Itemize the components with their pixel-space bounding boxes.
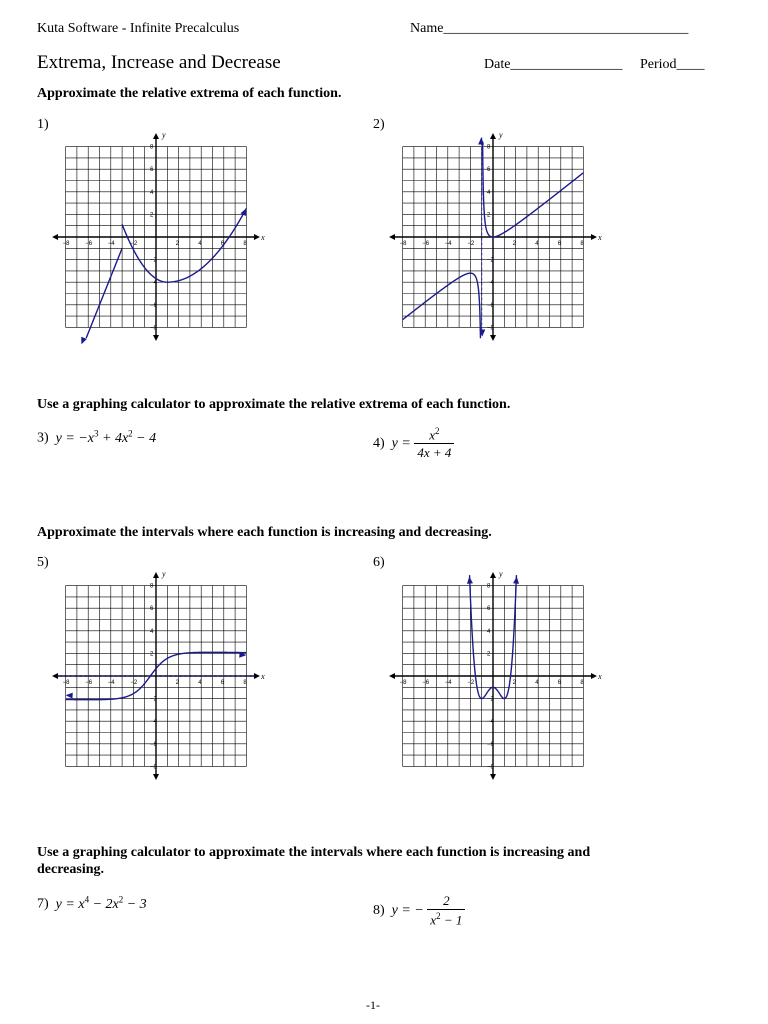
instruction-4: Use a graphing calculator to approximate the intervals where each function is increasing and [37, 845, 591, 860]
x-tick-label: −8 [62, 241, 70, 247]
x-tick-label: −4 [444, 241, 452, 247]
y-tick-label: 8 [487, 144, 491, 151]
y-axis-label: y [499, 130, 503, 140]
x-tick-label: −6 [422, 241, 430, 247]
x-axis-label: x [598, 672, 602, 681]
problem-8-number: 8) [373, 902, 385, 918]
x-tick-label: 6 [220, 680, 225, 686]
y-tick-label: −8 [150, 325, 157, 332]
y-tick-label: 4 [150, 628, 154, 635]
y-tick-label: 2 [487, 651, 491, 658]
problem-7-number: 7) [37, 896, 49, 912]
x-axis-label: x [261, 233, 265, 242]
period-field[interactable]: Period____ [640, 57, 705, 72]
x-tick-label: 2 [512, 680, 516, 686]
y-tick-label: −8 [150, 764, 157, 771]
y-tick-label: 2 [150, 212, 154, 219]
x-tick-label: −2 [130, 241, 138, 247]
y-axis-arrow-up [153, 572, 159, 578]
problem-3 [37, 428, 156, 447]
y-tick-label: 4 [487, 189, 491, 196]
y-tick-label: −4 [487, 719, 494, 726]
x-axis-label: x [598, 233, 602, 242]
y-axis-arrow-up [153, 133, 159, 139]
problem-4-number: 4) [373, 435, 385, 451]
graph-problem-2 [389, 127, 609, 347]
y-axis-label: y [162, 130, 166, 140]
problem-5-number: 5) [37, 555, 49, 570]
curve-right-branch [483, 141, 584, 237]
x-tick-label: −6 [85, 241, 93, 247]
y-tick-label: −4 [150, 719, 157, 726]
y-tick-label: −6 [487, 741, 494, 748]
name-field[interactable]: Name___________________________________ [410, 21, 689, 36]
date-field[interactable]: Date________________ [484, 57, 623, 72]
x-axis-arrow-left [52, 234, 58, 240]
x-tick-label: −2 [130, 680, 138, 686]
x-tick-label: −2 [467, 241, 475, 247]
x-axis-arrow-right [254, 234, 260, 240]
y-axis-arrow-down [153, 774, 159, 780]
y-axis-label: y [162, 569, 166, 579]
problem-3-number: 3) [37, 430, 49, 446]
x-axis-arrow-right [254, 673, 260, 679]
y-tick-label: 6 [487, 167, 491, 174]
problem-2-number: 2) [373, 117, 385, 132]
y-axis-arrow-down [153, 335, 159, 341]
y-tick-label: 6 [150, 606, 154, 613]
y-tick-label: 4 [487, 628, 491, 635]
instruction-4-cont: decreasing. [37, 862, 105, 877]
x-axis-arrow-left [389, 234, 395, 240]
instruction-2: Use a graphing calculator to approximate the relative extrema of each function. [37, 397, 511, 412]
problem-3-equation: $y = -x^3 + 4x^2 - 4$ [55, 428, 157, 446]
problem-4-fraction: $\frac{x^2}{4x + 4}$ [414, 426, 454, 461]
graph-problem-1 [52, 127, 272, 347]
x-tick-label: −8 [399, 241, 407, 247]
page-number: -1- [366, 998, 380, 1012]
y-axis-arrow-up [490, 572, 496, 578]
x-tick-label: 6 [220, 241, 225, 247]
x-tick-label: 4 [198, 680, 202, 686]
x-tick-label: 8 [580, 680, 584, 686]
x-tick-label: −8 [399, 680, 407, 686]
y-tick-label: 4 [150, 189, 154, 196]
x-tick-label: 4 [535, 241, 539, 247]
graph-problem-5 [52, 566, 272, 786]
y-tick-label: −6 [150, 302, 157, 309]
y-tick-label: 6 [487, 606, 491, 613]
x-axis-arrow-left [389, 673, 395, 679]
y-tick-label: −8 [487, 764, 494, 771]
x-tick-label: 8 [580, 241, 584, 247]
graph-problem-6 [389, 566, 609, 786]
publisher: Kuta Software - Infinite Precalculus [37, 21, 240, 36]
y-tick-label: −8 [487, 325, 494, 332]
x-tick-label: 8 [243, 241, 247, 247]
y-tick-label: 8 [150, 583, 154, 590]
problem-8-fraction: $\frac{2}{x^2 - 1}$ [427, 893, 465, 928]
y-tick-label: −6 [487, 302, 494, 309]
instruction-1: Approximate the relative extrema of each function. [37, 86, 342, 101]
y-tick-label: −2 [150, 696, 157, 703]
x-tick-label: 8 [243, 680, 247, 686]
problem-1-number: 1) [37, 117, 49, 132]
instruction-3: Approximate the intervals where each function is increasing and decreasing. [37, 525, 492, 540]
curve-arrow-up [478, 138, 484, 145]
x-tick-label: −8 [62, 680, 70, 686]
x-tick-label: 4 [535, 680, 539, 686]
y-axis-arrow-down [490, 774, 496, 780]
y-tick-label: 2 [487, 212, 491, 219]
y-tick-label: −2 [487, 257, 494, 264]
x-tick-label: −4 [444, 680, 452, 686]
x-tick-label: 4 [198, 241, 202, 247]
x-tick-label: 2 [175, 680, 179, 686]
curve-left-branch [403, 273, 481, 338]
problem-4-lhs: y = [391, 435, 415, 451]
y-axis-label: y [499, 569, 503, 579]
x-tick-label: 6 [557, 241, 562, 247]
y-tick-label: 6 [150, 167, 154, 174]
y-tick-label: −4 [150, 280, 157, 287]
y-tick-label: 8 [487, 583, 491, 590]
page-title: Extrema, Increase and Decrease [37, 52, 281, 73]
x-tick-label: 6 [557, 680, 562, 686]
y-tick-label: −2 [487, 696, 494, 703]
y-tick-label: −4 [487, 280, 494, 287]
y-axis-arrow-up [490, 133, 496, 139]
y-axis-arrow-down [490, 335, 496, 341]
x-axis-arrow-right [591, 234, 597, 240]
y-tick-label: 8 [150, 144, 154, 151]
problem-8-lhs: y = − [391, 902, 424, 918]
x-axis-arrow-right [591, 673, 597, 679]
x-tick-label: −6 [422, 680, 430, 686]
x-tick-label: −4 [107, 680, 115, 686]
x-tick-label: 2 [512, 241, 516, 247]
problem-4 [373, 426, 454, 461]
y-tick-label: 2 [150, 651, 154, 658]
curve-arrow-left [66, 693, 73, 699]
x-tick-label: 2 [175, 241, 179, 247]
problem-8 [373, 893, 465, 928]
x-tick-label: −4 [107, 241, 115, 247]
problem-7 [37, 894, 147, 913]
y-tick-label: −6 [150, 741, 157, 748]
x-axis-label: x [261, 672, 265, 681]
x-tick-label: −6 [85, 680, 93, 686]
x-tick-label: −2 [467, 680, 475, 686]
problem-7-equation: $y = x^4 - 2x^2 - 3$ [55, 894, 147, 912]
problem-6-number: 6) [373, 555, 385, 570]
y-tick-label: −2 [150, 257, 157, 264]
